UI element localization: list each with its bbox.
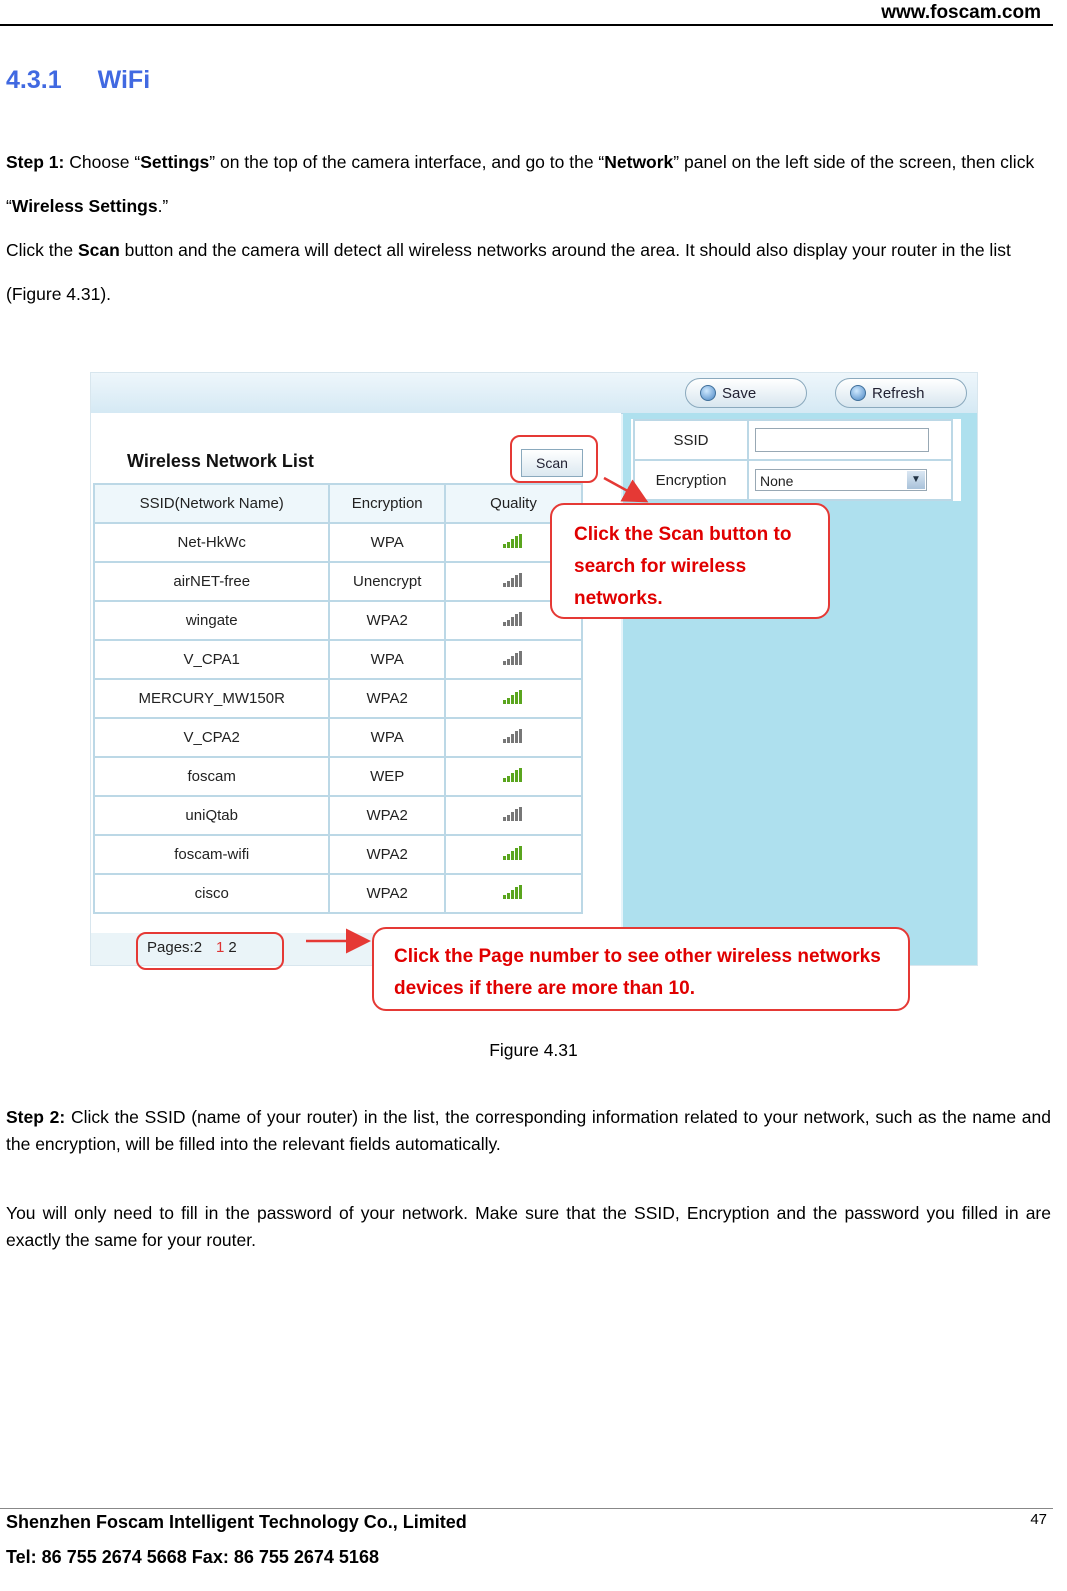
encryption-cell: WPA2 bbox=[329, 679, 445, 718]
step1-settings: Settings bbox=[140, 152, 210, 172]
ssid-cell[interactable]: uniQtab bbox=[94, 796, 329, 835]
section-title: WiFi bbox=[97, 66, 151, 94]
encryption-cell: WPA2 bbox=[329, 601, 445, 640]
step1-wireless-settings: Wireless Settings bbox=[11, 196, 158, 216]
step1-text-4: .” bbox=[157, 196, 169, 216]
ssid-cell[interactable]: V_CPA1 bbox=[94, 640, 329, 679]
scan-text-1: Click the bbox=[6, 240, 78, 260]
pages-label: Pages:2 bbox=[147, 939, 203, 956]
encryption-cell: WPA2 bbox=[329, 835, 445, 874]
step2-paragraph bbox=[6, 1104, 1051, 1158]
col-ssid: SSID(Network Name) bbox=[94, 484, 329, 523]
ssid-cell[interactable]: V_CPA2 bbox=[94, 718, 329, 757]
refresh-label: Refresh bbox=[872, 384, 925, 402]
scan-callout: Click the Scan button to search for wireless networks. bbox=[550, 503, 830, 619]
chevron-down-icon: ▼ bbox=[907, 471, 925, 489]
encryption-cell: WPA2 bbox=[329, 874, 445, 913]
encryption-value: None bbox=[760, 473, 794, 489]
step1-network: Network bbox=[604, 152, 674, 172]
figure-caption: Figure 4.31 bbox=[489, 1040, 578, 1060]
step1-label: Step 1: bbox=[6, 152, 65, 172]
encryption-cell: WPA bbox=[329, 718, 445, 757]
scan-button[interactable]: Scan bbox=[521, 449, 583, 477]
ssid-cell[interactable]: airNET-free bbox=[94, 562, 329, 601]
ssid-cell[interactable]: MERCURY_MW150R bbox=[94, 679, 329, 718]
header-url: www.foscam.com bbox=[881, 2, 1041, 23]
encryption-cell: WPA bbox=[329, 640, 445, 679]
footer-rule bbox=[0, 1508, 1053, 1509]
encryption-label: Encryption bbox=[634, 460, 748, 500]
section-number: 4.3.1 bbox=[6, 66, 62, 94]
page-2-link[interactable]: 2 bbox=[228, 939, 237, 956]
col-encryption: Encryption bbox=[329, 484, 445, 523]
ssid-cell[interactable]: foscam bbox=[94, 757, 329, 796]
scan-bold: Scan bbox=[77, 240, 120, 260]
encryption-cell: Unencrypt bbox=[329, 562, 445, 601]
page-number: 47 bbox=[1030, 1511, 1047, 1528]
ssid-cell[interactable]: wingate bbox=[94, 601, 329, 640]
page-1-link[interactable]: 1 bbox=[216, 939, 225, 956]
ssid-cell[interactable]: Net-HkWc bbox=[94, 523, 329, 562]
step1-text-3: ” panel on the left side of the screen, then click “ bbox=[6, 152, 1035, 216]
scan-text-2: button and the camera will detect all wireless networks around the area. It should also display your router in the list (Figure 4.31). bbox=[6, 240, 1011, 304]
footer-company: Shenzhen Foscam Intelligent Technology Co., Limited bbox=[6, 1512, 467, 1532]
step1-text-2: ” on the top of the camera interface, and go to the “ bbox=[209, 152, 605, 172]
footer-contact: Tel: 86 755 2674 5668 Fax: 86 755 2674 5168 bbox=[6, 1547, 379, 1567]
col-quality: Quality bbox=[445, 484, 582, 523]
ssid-cell[interactable]: cisco bbox=[94, 874, 329, 913]
save-label: Save bbox=[722, 384, 757, 402]
step2-label: Step 2: bbox=[6, 1107, 66, 1127]
step1-text-1: Choose “ bbox=[64, 152, 141, 172]
encryption-cell: WEP bbox=[329, 757, 445, 796]
encryption-cell: WPA bbox=[329, 523, 445, 562]
ssid-cell[interactable]: foscam-wifi bbox=[94, 835, 329, 874]
password-paragraph: You will only need to fill in the password of your network. Make sure that the SSID, Encryption and the password you filled in are exactly the same for your router. bbox=[6, 1203, 1051, 1250]
scan-arrow bbox=[604, 478, 644, 500]
step2-text: Click the SSID (name of your router) in the list, the corresponding information related to your network, such as the name and the encryption, will be filled into the relevant fields automatically. bbox=[6, 1107, 1051, 1154]
encryption-cell: WPA2 bbox=[329, 796, 445, 835]
pages-callout: Click the Page number to see other wireless networks devices if there are more than 10. bbox=[372, 927, 910, 1011]
list-title: Wireless Network List bbox=[127, 451, 314, 471]
ssid-label: SSID bbox=[634, 420, 748, 460]
